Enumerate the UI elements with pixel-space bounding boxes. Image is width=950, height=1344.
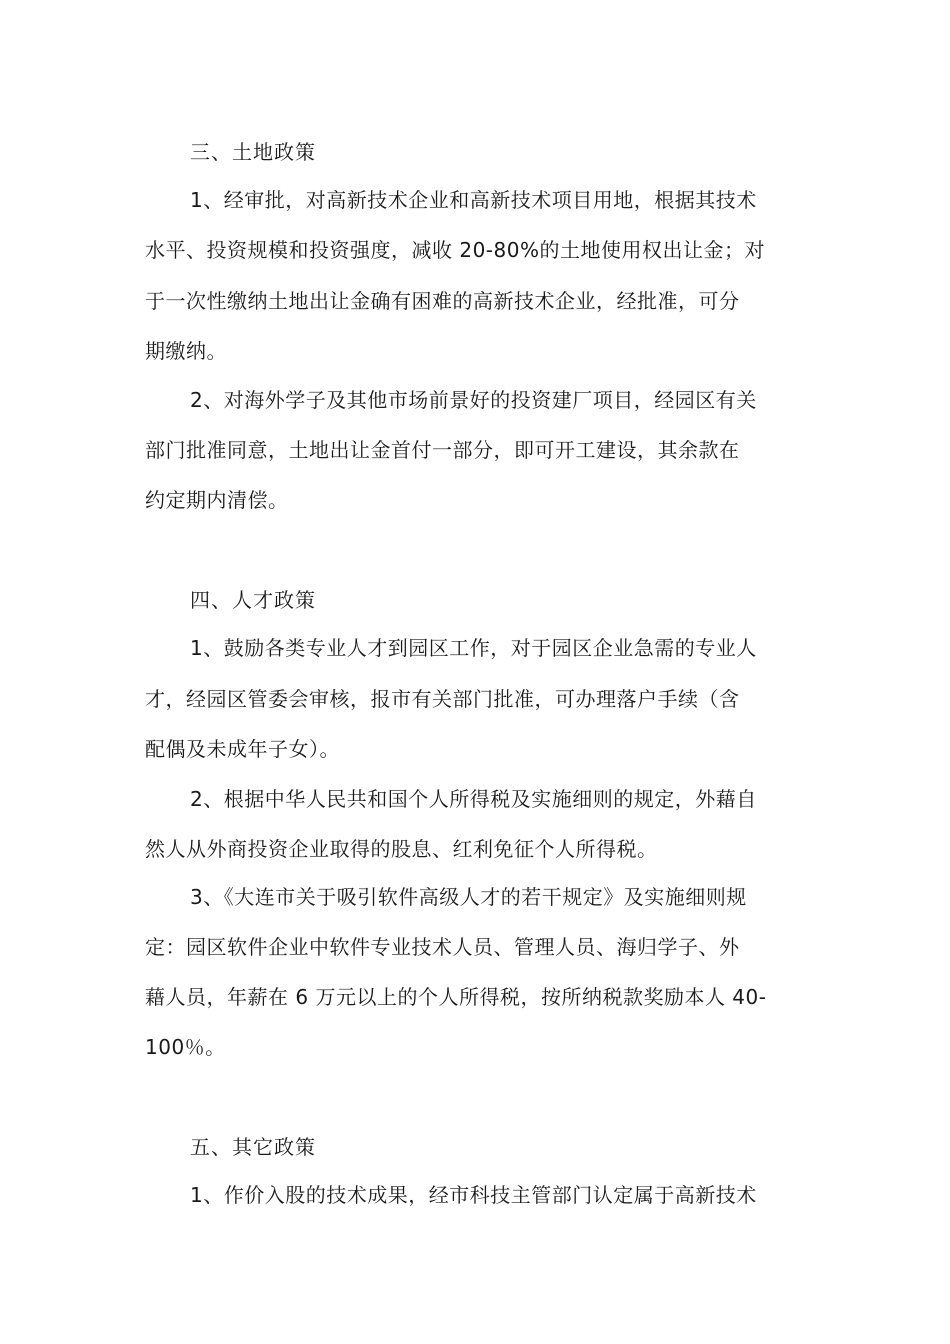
paragraph-line: 部门批准同意，土地出让金首付一部分，即可开工建设，其余款在 bbox=[145, 438, 740, 462]
paragraph-line: 3、《大连市关于吸引软件高级人才的若干规定》及实施细则规 bbox=[190, 885, 747, 909]
paragraph-line: 于一次性缴纳土地出让金确有困难的高新技术企业，经批准，可分 bbox=[145, 289, 740, 313]
paragraph-line: 水平、投资规模和投资强度，减收 20-80%的土地使用权出让金；对 bbox=[145, 238, 765, 262]
paragraph-line: 才，经园区管委会审核，报市有关部门批准，可办理落户手续（含 bbox=[145, 687, 740, 711]
section-heading: 四、人才政策 bbox=[190, 588, 316, 612]
paragraph-line: 定：园区软件企业中软件专业技术人员、管理人员、海归学子、外 bbox=[145, 935, 740, 959]
paragraph-line: 1、经审批，对高新技术企业和高新技术项目用地，根据其技术 bbox=[190, 188, 757, 212]
paragraph-line: 然人从外商投资企业取得的股息、红利免征个人所得税。 bbox=[145, 837, 658, 861]
paragraph-line: 约定期内清偿。 bbox=[145, 488, 289, 512]
section-heading: 五、其它政策 bbox=[190, 1135, 316, 1159]
paragraph-line: 期缴纳。 bbox=[145, 339, 227, 363]
paragraph-line: 2、根据中华人民共和国个人所得税及实施细则的规定，外藉自 bbox=[190, 787, 757, 811]
paragraph-line: 配偶及未成年子女）。 bbox=[145, 737, 340, 761]
paragraph-line: 100％。 bbox=[145, 1035, 226, 1059]
paragraph-line: 1、作价入股的技术成果，经市科技主管部门认定属于高新技术 bbox=[190, 1183, 757, 1207]
paragraph-line: 1、鼓励各类专业人才到园区工作，对于园区企业急需的专业人 bbox=[190, 636, 757, 660]
section-heading: 三、土地政策 bbox=[190, 140, 316, 164]
paragraph-line: 藉人员，年薪在 6 万元以上的个人所得税，按所纳税款奖励本人 40- bbox=[145, 985, 767, 1009]
paragraph-line: 2、对海外学子及其他市场前景好的投资建厂项目，经园区有关 bbox=[190, 388, 757, 412]
